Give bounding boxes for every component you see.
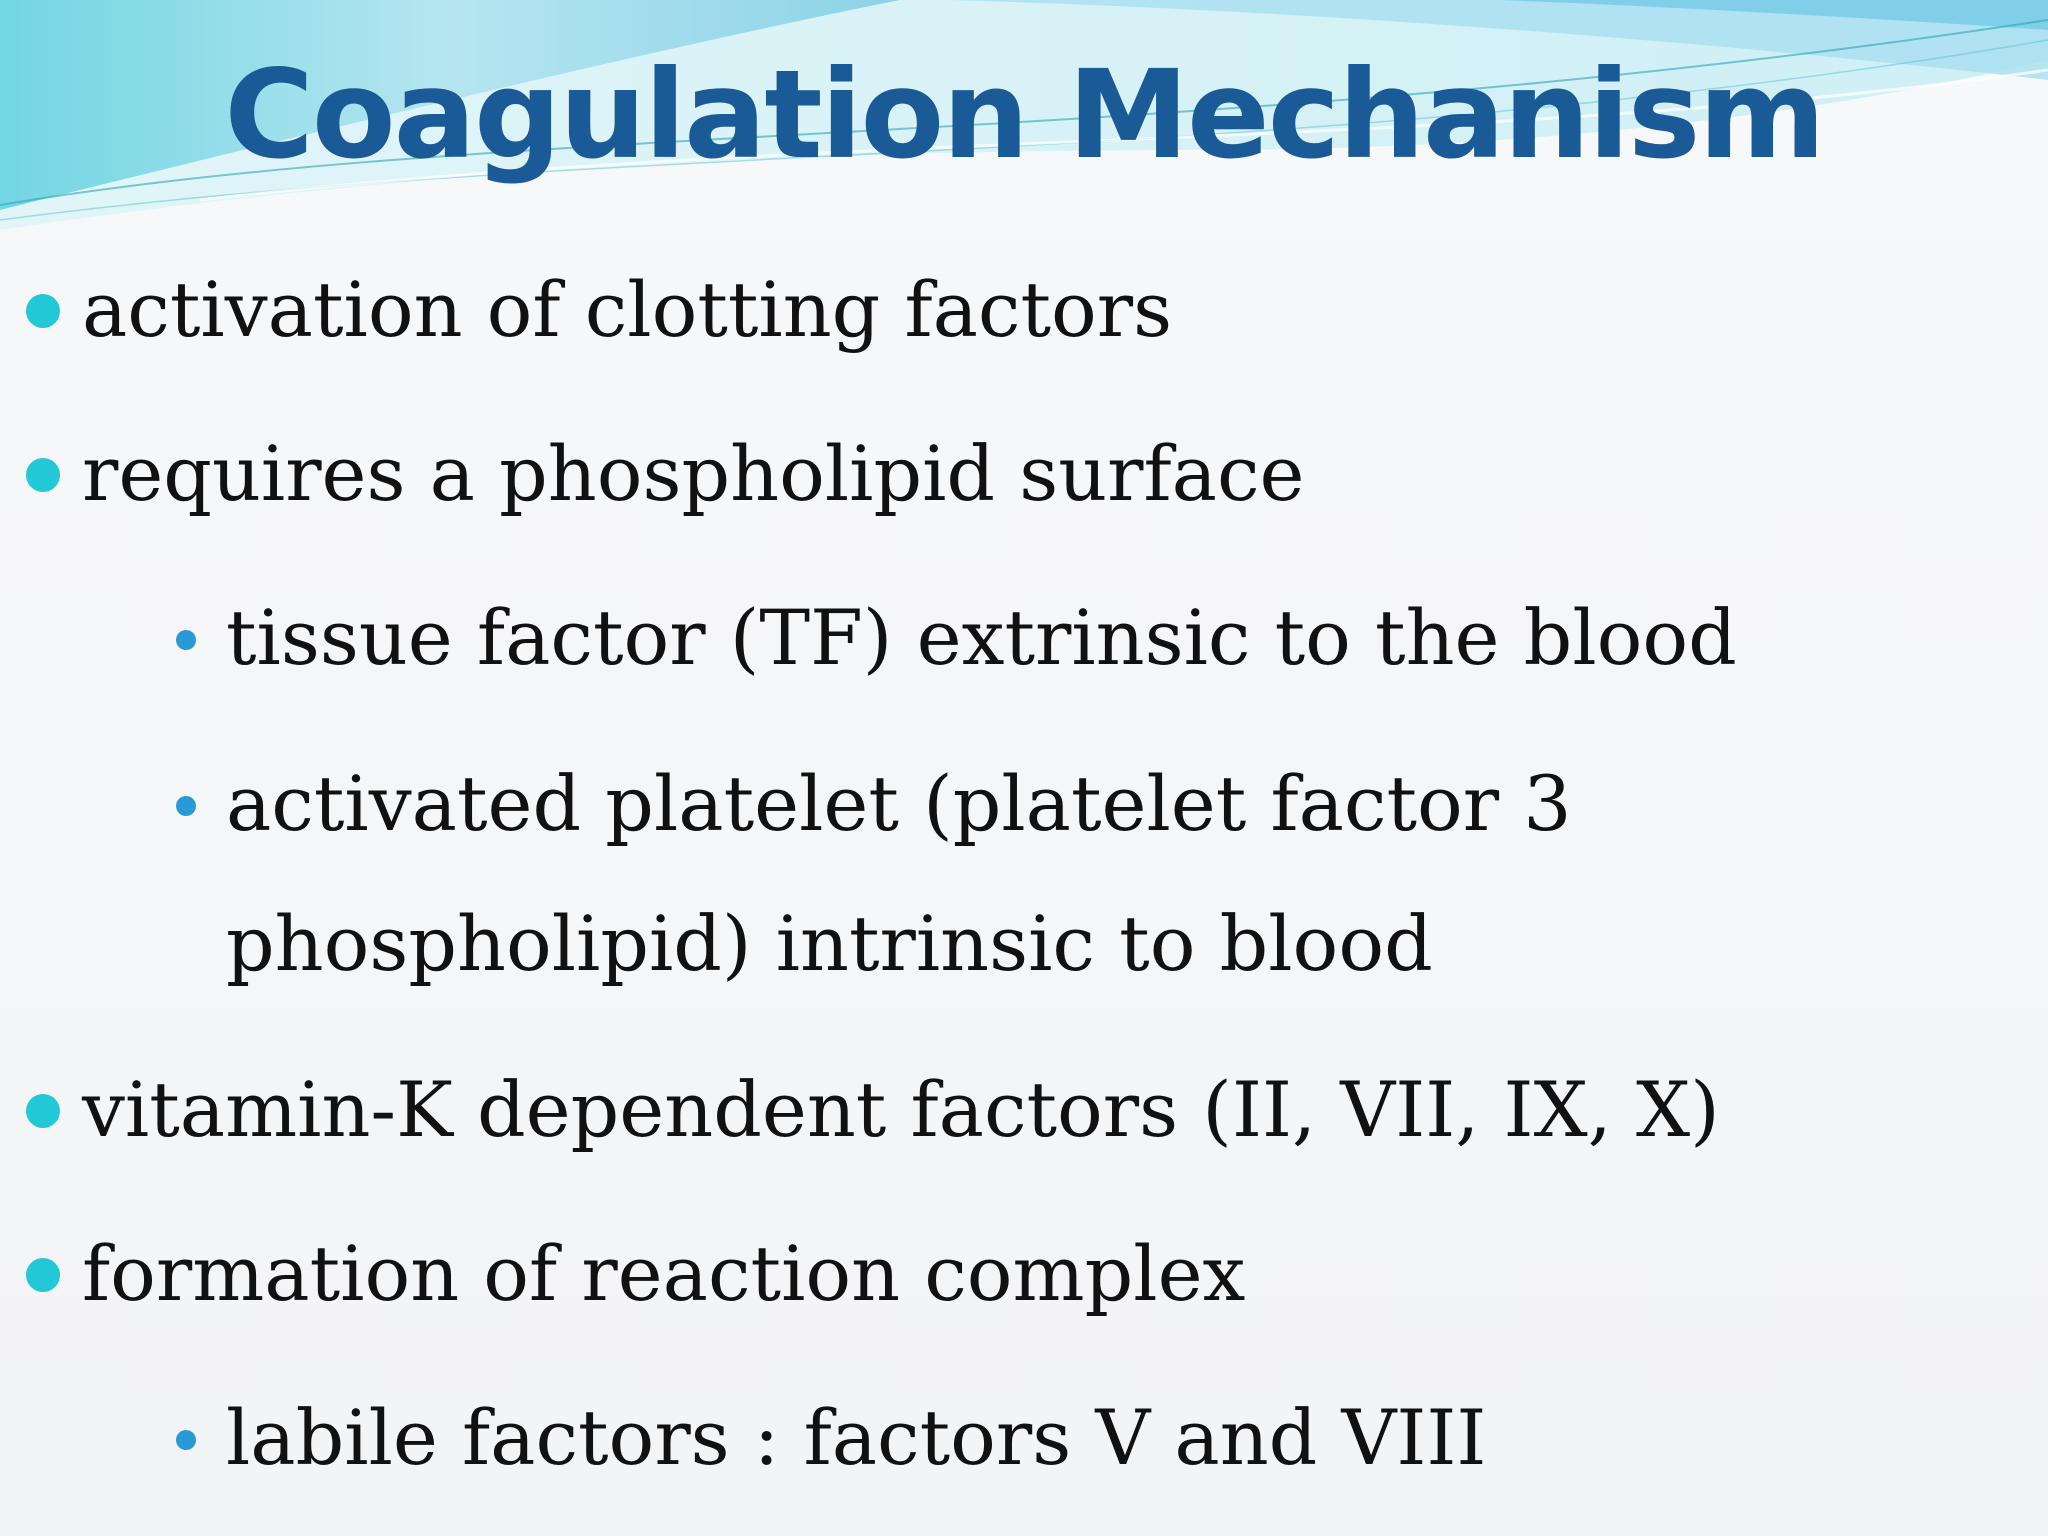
sub-bullet-dot-icon: [176, 796, 196, 816]
sub-bullet-text: labile factors : factors V and VIII: [226, 1393, 1487, 1482]
sub-bullet-text: tissue factor (TF) extrinsic to the blood: [226, 593, 1737, 682]
sub-bullet-text-continuation: phospholipid) intrinsic to blood: [226, 899, 1433, 988]
bullet-item: [82, 1040, 1720, 1180]
bullet-item: [82, 240, 1172, 380]
bullet-dot-icon: [26, 1258, 60, 1292]
bullet-item: [82, 1204, 1245, 1344]
bullet-text: requires a phospholipid surface: [82, 429, 1305, 518]
slide-title: Coagulation Mechanism: [224, 44, 1824, 186]
sub-bullet-item: [226, 734, 1572, 874]
bullet-dot-icon: [26, 458, 60, 492]
bullet-dot-icon: [26, 294, 60, 328]
bullet-text: activation of clotting factors: [82, 265, 1173, 354]
sub-bullet-item: [226, 568, 1737, 708]
sub-bullet-text: activated platelet (platelet factor 3: [226, 759, 1572, 848]
bullet-dot-icon: [26, 1094, 60, 1128]
sub-bullet-dot-icon: [176, 630, 196, 650]
sub-bullet-dot-icon: [176, 1430, 196, 1450]
sub-bullet-continuation: [226, 874, 1433, 1014]
bullet-text: formation of reaction complex: [82, 1229, 1246, 1318]
sub-bullet-item: [226, 1368, 1486, 1508]
bullet-text: vitamin-K dependent factors (II, VII, IX, X): [82, 1065, 1720, 1154]
bullet-item: [82, 404, 1305, 544]
